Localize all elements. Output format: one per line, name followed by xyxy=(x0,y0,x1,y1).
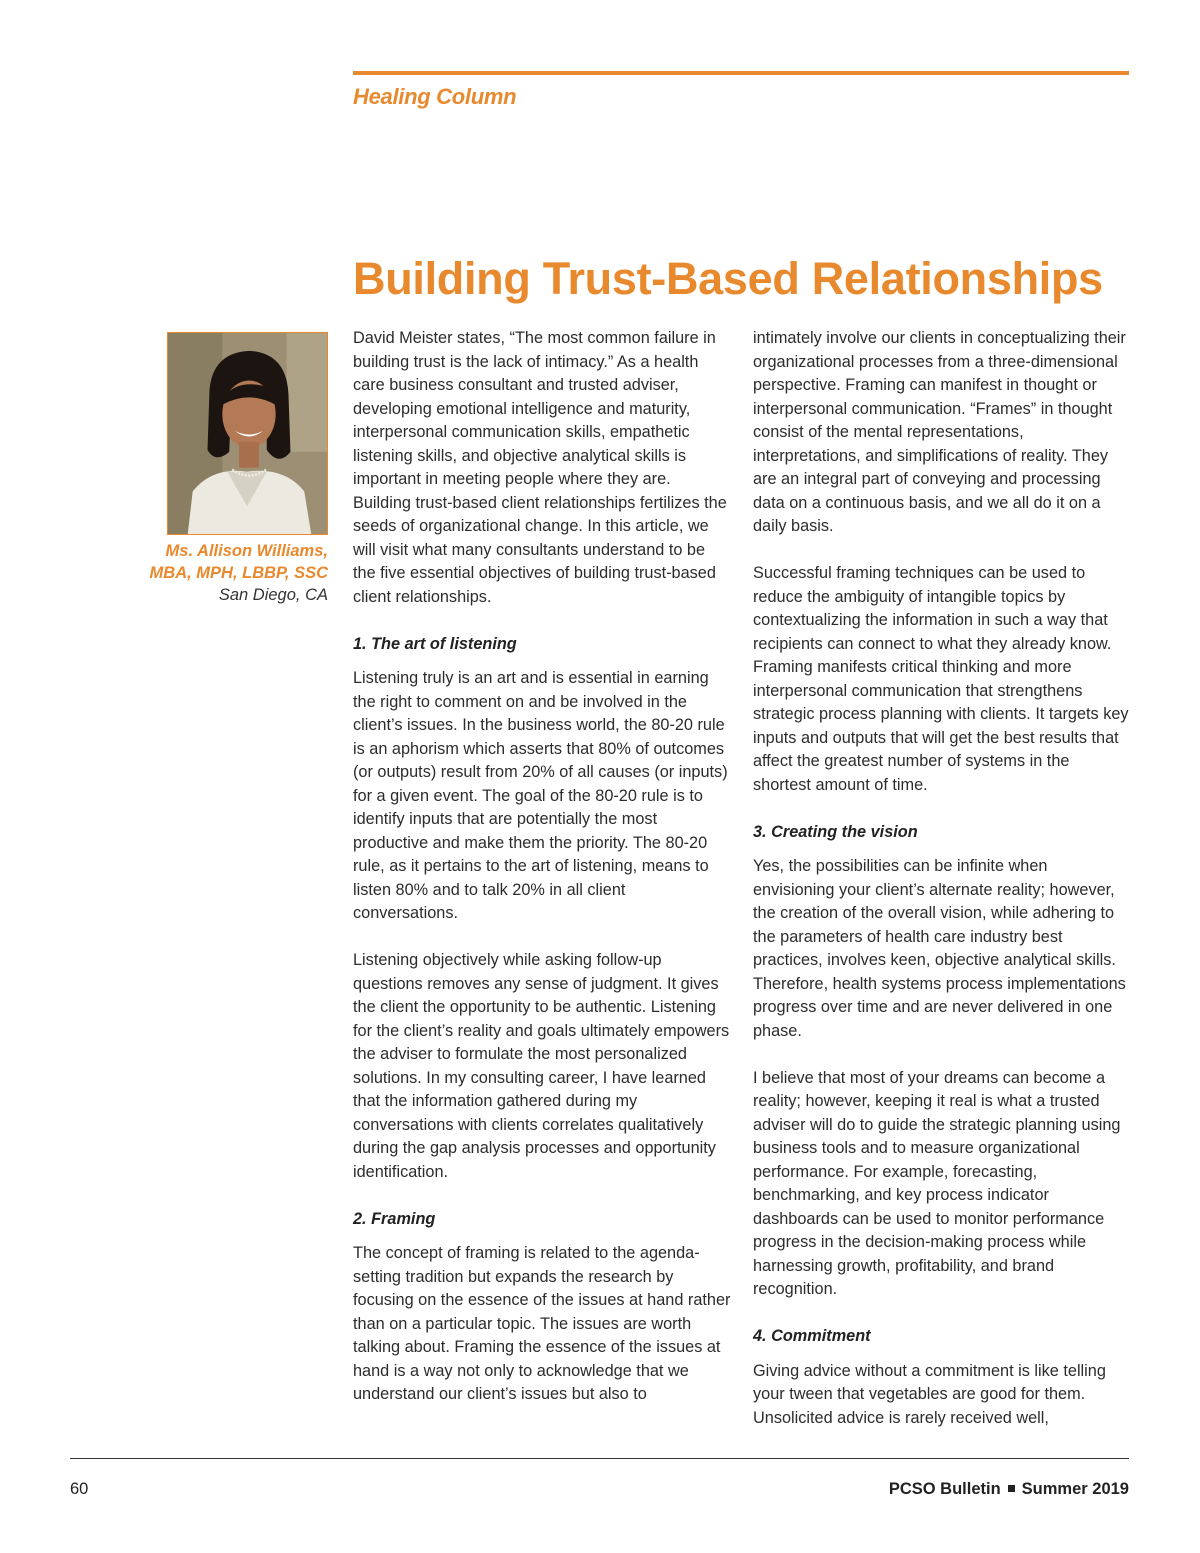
header-rule xyxy=(353,71,1129,75)
author-name-line1: Ms. Allison Williams, xyxy=(165,542,328,560)
section-heading-commitment: 4. Commitment xyxy=(753,1327,871,1345)
page-number: 60 xyxy=(70,1480,89,1498)
issue-date: Summer 2019 xyxy=(1021,1480,1129,1498)
section-heading-listening: 1. The art of listening xyxy=(353,634,517,653)
listening-paragraph-2: Listening objectively while asking follow-up questions removes any sense of judgment. It gives the client the opportunity to be authentic. Listening for the client’s reality and goals ultimately empowers the adviser to formulate the most personalized solutions. In my consulting career, I have learned that the information gathered during my conversations with clients correlates qualitatively during the gap analysis processes and opportunity identification. xyxy=(353,951,730,1181)
framing-paragraph-3: Successful framing techniques can be used to reduce the ambiguity of intangible topics by contextualizing the information in such a way that recipients can connect to what they already know. Framing manifests critical thinking and more interpersonal communication that strengthens strategic process planning with clients. It targets key inputs and outputs that will get the best results that affect the greatest number of systems in the shortest amount of time. xyxy=(753,564,1129,794)
author-name-line2: MBA, MPH, LBBP, SSC xyxy=(149,564,328,582)
commitment-paragraph-1: Giving advice without a commitment is like telling your tween that vegetables are good for them. Unsolicited advice is rarely received well, xyxy=(753,1361,1106,1427)
intro-paragraph: David Meister states, “The most common failure in building trust is the lack of intimacy.” As a health care business consultant and trusted adviser, developing emotional intelligence and maturity, interpersonal communication skills, empathetic listening skills, and objective analytical skills is important in meeting people where they are. Building trust-based client relationships fertilizes the seeds of organizational change. In this article, we will visit what many consultants understand to be the five essential objectives of building trust-based client relationships. xyxy=(353,329,727,606)
vision-paragraph-2: I believe that most of your dreams can become a reality; however, keeping it real is what a trusted adviser will do to guide the strategic planning using business tools and to measure organizational performance. For example, forecasting, benchmarking, and key process indicator dashboards can be used to monitor performance progress in the decision-making process while harnessing growth, profitability, and brand recognition. xyxy=(753,1068,1121,1298)
author-location: San Diego, CA xyxy=(218,586,328,604)
listening-paragraph-1: Listening truly is an art and is essential in earning the right to comment on and be involved in the client’s issues. In the business world, the 80-20 rule is an aphorism which asserts that 80% of outcomes (or outputs) result from 20% of all causes (or inputs) for a given event. The goal of the 80-20 rule is to identify inputs that are potentially the most productive and make them the priority. The 80-20 rule, as it pertains to the art of listening, means to listen 80% and to talk 20% in all client conversations. xyxy=(353,669,728,922)
footer-rule xyxy=(70,1458,1129,1459)
right-column xyxy=(753,327,1131,1454)
footer-publication xyxy=(889,1480,1129,1499)
publication-name: PCSO Bulletin xyxy=(888,1480,1001,1498)
left-column xyxy=(353,327,731,1430)
vision-paragraph-1: Yes, the possibilities can be infinite when envisioning your client’s alternate reality; however, the creation of the overall vision, while adhering to the parameters of health care industry best practices, involves keen, objective analytical skills. Therefore, health systems process implementations progress over time and are never delivered in one phase. xyxy=(753,857,1126,1040)
section-heading-vision: 3. Creating the vision xyxy=(753,822,918,841)
framing-paragraph-1: The concept of framing is related to the agenda-setting tradition but expands the research by focusing on the essence of the issues at hand rather than on a particular topic. The issues are worth talking about. Framing the essence of the issues at hand is a way not only to acknowledge that we understand our client’s issues but also to xyxy=(353,1244,731,1403)
article-title: Building Trust-Based Relationships xyxy=(353,253,1103,304)
section-heading-framing: 2. Framing xyxy=(353,1209,436,1228)
author-photo xyxy=(167,332,328,535)
framing-paragraph-2: intimately involve our clients in conceptualizing their organizational processes from a three-dimensional perspective. Framing can manifest in thought or interpersonal communication. “Frames” in thought consist of the mental representations, interpretations, and simplifications of reality. They are an integral part of conveying and processing data on a continuous basis, and we all do it on a daily basis. xyxy=(753,329,1126,535)
square-bullet-icon xyxy=(1008,1485,1015,1492)
column-label: Healing Column xyxy=(353,84,517,109)
author-caption xyxy=(130,540,328,606)
